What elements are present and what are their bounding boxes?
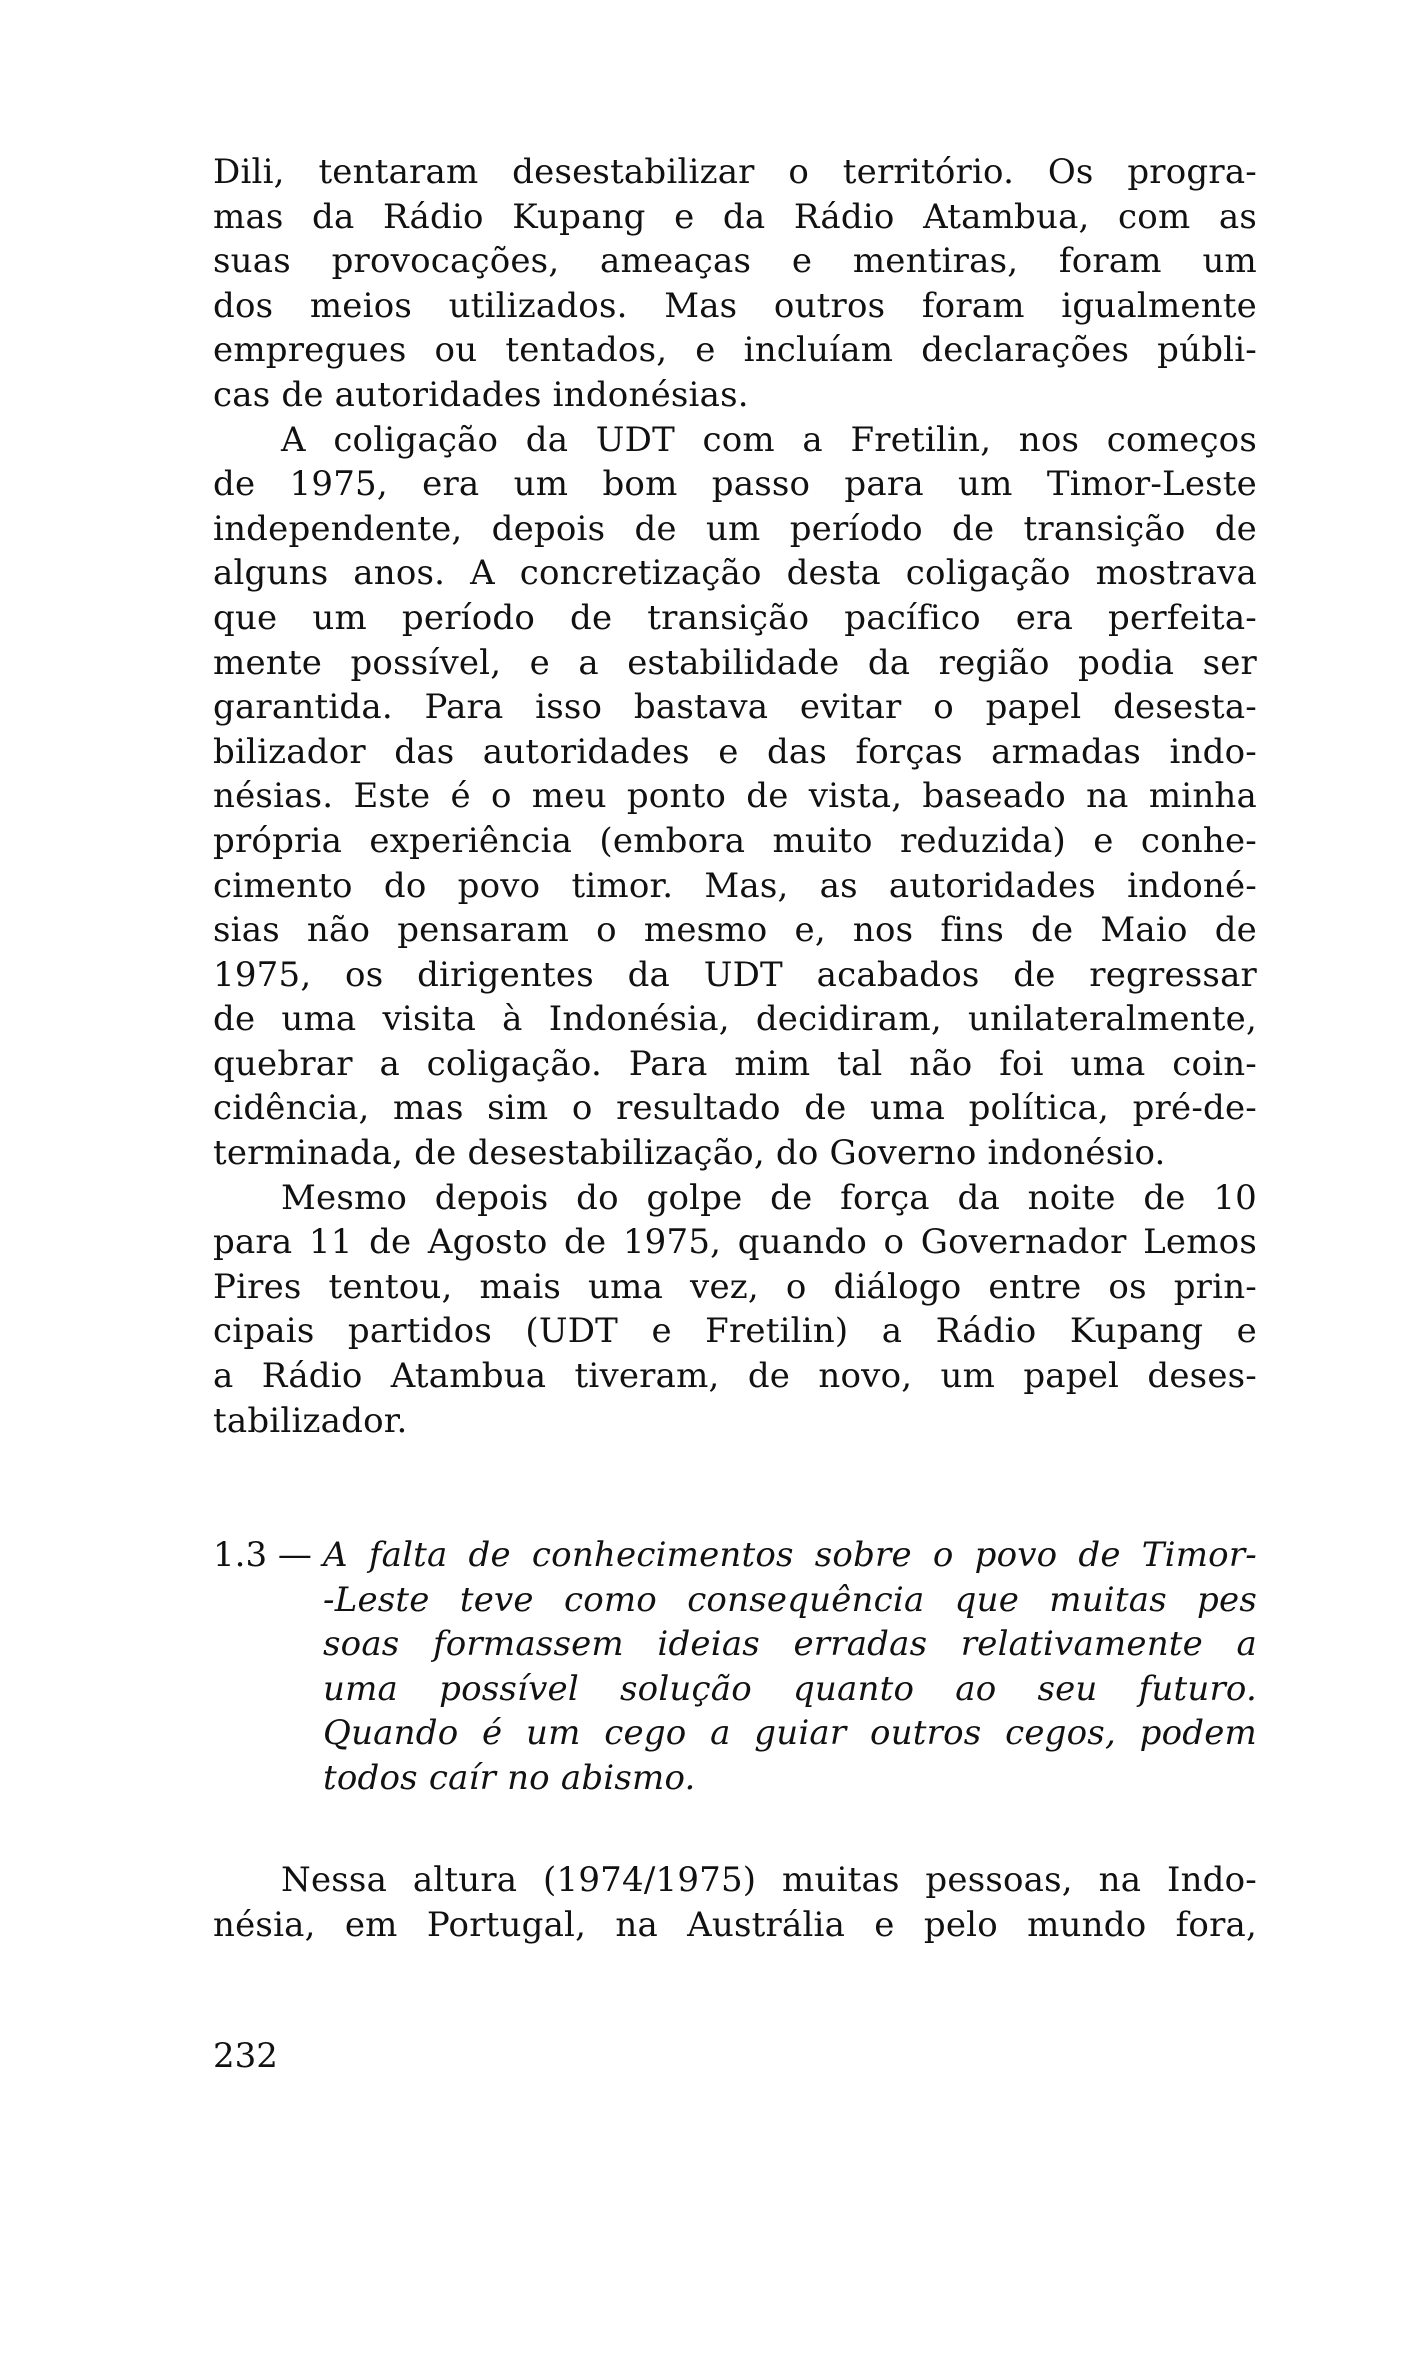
text-line: independente, depois de um período de transição de — [213, 508, 1257, 549]
text-line: cipais partidos (UDT e Fretilin) a Rádio Kupang e — [213, 1311, 1257, 1352]
text-line: de 1975, era um bom passo para um Timor-Leste — [213, 464, 1257, 505]
text-line: suas provocações, ameaças e mentiras, foram um — [213, 241, 1257, 282]
text-line: garantida. Para isso bastava evitar o papel desesta- — [213, 687, 1257, 728]
text-line: Mesmo depois do golpe de força da noite de 10 — [281, 1177, 1257, 1218]
text-line: soas formassem ideias erradas relativamente a — [323, 1624, 1257, 1665]
text-line: para 11 de Agosto de 1975, quando o Governador Lemos — [213, 1222, 1257, 1263]
text-line: quebrar a coligação. Para mim tal não foi uma coin- — [213, 1043, 1257, 1084]
section-number: 1.3 — — [213, 1535, 312, 1575]
text-line: dos meios utilizados. Mas outros foram igualmente — [213, 285, 1257, 326]
text-line: empregues ou tentados, e incluíam declarações públi- — [213, 330, 1257, 371]
text-line: nésia, em Portugal, na Austrália e pelo mundo fora, — [213, 1904, 1257, 1945]
text-line: tabilizador. — [213, 1400, 408, 1441]
text-line: mas da Rádio Kupang e da Rádio Atambua, com as — [213, 196, 1257, 237]
section-title — [323, 1533, 1257, 1801]
text-line: A coligação da UDT com a Fretilin, nos começos — [281, 419, 1257, 460]
text-line: sias não pensaram o mesmo e, nos fins de Maio de — [213, 910, 1257, 951]
text-line: a Rádio Atambua tiveram, de novo, um papel deses- — [213, 1356, 1257, 1397]
text-line: mente possível, e a estabilidade da região podia ser — [213, 642, 1257, 683]
section-heading — [213, 1533, 1257, 1798]
text-line: terminada, de desestabilização, do Governo indonésio. — [213, 1133, 1166, 1174]
closing-paragraph — [213, 1858, 1257, 1947]
text-line: cimento do povo timor. Mas, as autoridades indoné- — [213, 865, 1257, 906]
text-line: Pires tentou, mais uma vez, o diálogo entre os prin- — [213, 1266, 1257, 1307]
text-line: Quando é um cego a guiar outros cegos, podem — [323, 1713, 1257, 1754]
text-line: -Leste teve como consequência que muitas pes — [323, 1579, 1257, 1620]
page-number: 232 — [213, 2036, 278, 2076]
text-line: todos caír no abismo. — [323, 1757, 696, 1798]
text-line: 1975, os dirigentes da UDT acabados de regressar — [213, 954, 1257, 995]
text-line: nésias. Este é o meu ponto de vista, baseado na minha — [213, 776, 1257, 817]
paragraph — [213, 1176, 1257, 1444]
text-line: Nessa altura (1974/1975) muitas pessoas, na Indo- — [281, 1860, 1257, 1900]
text-line: própria experiência (embora muito reduzida) e conhe- — [213, 820, 1257, 861]
paragraph — [213, 418, 1257, 1176]
text-line: uma possível solução quanto ao seu futuro. — [323, 1668, 1257, 1709]
text-line: de uma visita à Indonésia, decidiram, unilateralmente, — [213, 999, 1257, 1040]
text-line: cidência, mas sim o resultado de uma política, pré-de- — [213, 1088, 1257, 1129]
text-line: Dili, tentaram desestabilizar o território. Os progra- — [213, 152, 1257, 192]
text-line: bilizador das autoridades e das forças armadas indo- — [213, 731, 1257, 772]
body-text — [213, 150, 1257, 1443]
text-line: A falta de conhecimentos sobre o povo de Timor- — [323, 1535, 1257, 1575]
text-line: cas de autoridades indonésias. — [213, 374, 749, 415]
text-line: alguns anos. A concretização desta coligação mostrava — [213, 553, 1257, 594]
paragraph — [213, 150, 1257, 418]
text-line: que um período de transição pacífico era perfeita- — [213, 597, 1257, 638]
